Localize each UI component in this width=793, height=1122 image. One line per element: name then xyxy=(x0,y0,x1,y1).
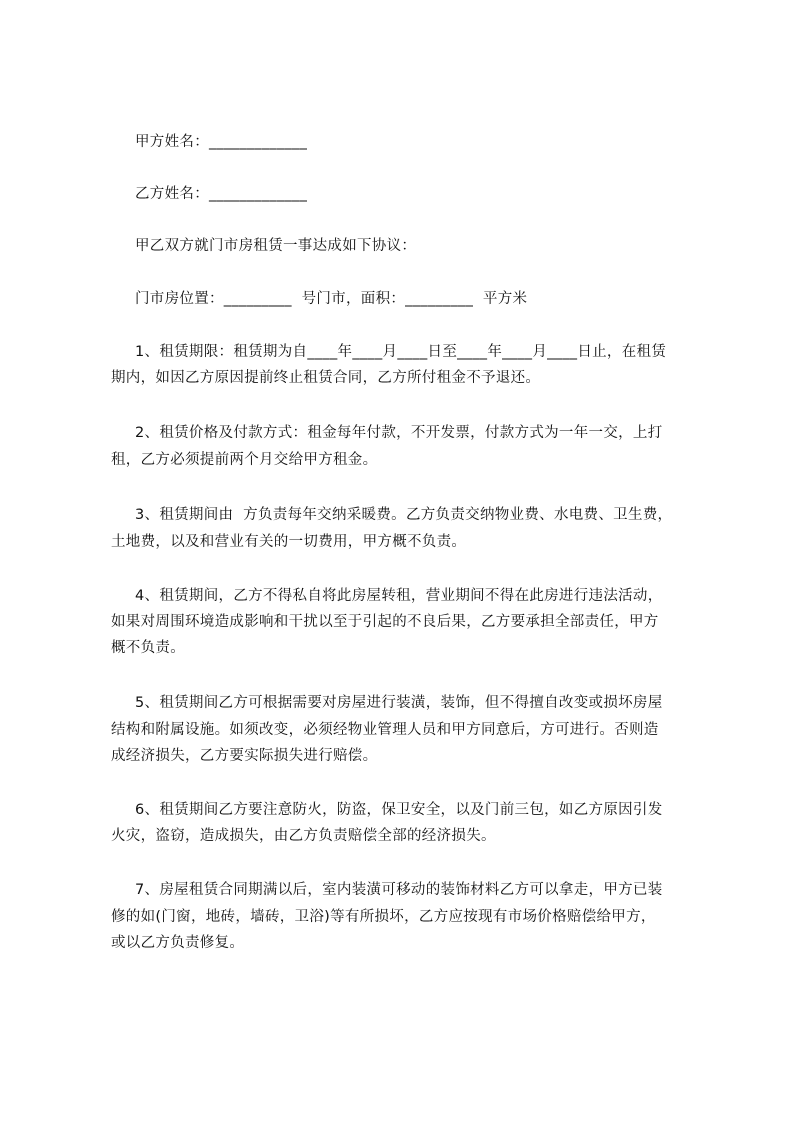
clause-line: 火灾，盗窃，造成损失，由乙方负责赔偿全部的经济损失。 xyxy=(111,828,496,844)
clause-line: 7、房屋租赁合同期满以后，室内装潢可移动的装饰材料乙方可以拿走，甲方已装 xyxy=(135,882,663,898)
clause-line: 3、租赁期间由 方负责每年交纳采暖费。乙方负责交纳物业费、水电费、卫生费， xyxy=(135,507,673,523)
clause-line: 结构和附属设施。如须改变，必须经物业管理人员和甲方同意后，方可进行。否则造 xyxy=(111,722,659,738)
clause-line: 租，乙方必须提前两个月交给甲方租金。 xyxy=(111,452,378,468)
clause-line: 成经济损失，乙方要实际损失进行赔偿。 xyxy=(111,748,378,764)
clause-line: 或以乙方负责修复。 xyxy=(111,935,245,951)
clause-line: 概不负责。 xyxy=(111,640,185,656)
party-b-name-field: 乙方姓名：_____________ xyxy=(135,186,308,202)
clause-line: 2、租赁价格及付款方式：租金每年付款，不开发票，付款方式为一年一交，上打 xyxy=(135,425,663,441)
clause-line: 5、租赁期间乙方可根据需要对房屋进行装潢，装饰，但不得擅自改变或损坏房屋 xyxy=(135,695,663,711)
party-a-name-field: 甲方姓名：_____________ xyxy=(135,134,308,150)
clause-line: 期内，如因乙方原因提前终止租赁合同，乙方所付租金不予退还。 xyxy=(111,370,541,386)
clause-line: 修的如(门窗，地砖，墙砖，卫浴)等有所损坏，乙方应按现有市场价格赔偿给甲方， xyxy=(111,909,656,925)
clause-line: 如果对周围环境造成影响和干扰以至于引起的不良后果，乙方要承担全部责任，甲方 xyxy=(111,614,659,630)
clause-line: 6、租赁期间乙方要注意防火，防盗，保卫安全，以及门前三包，如乙方原因引发 xyxy=(135,802,663,818)
clause-line: 1、租赁期限：租赁期为自____年____月____日至____年____月____日止，在租赁 xyxy=(135,344,667,360)
clause-line: 4、租赁期间，乙方不得私自将此房屋转租，营业期间不得在此房进行违法活动， xyxy=(135,588,663,604)
agreement-intro: 甲乙双方就门市房租赁一事达成如下协议： xyxy=(135,238,417,254)
shop-location-field: 门市房位置：_________ 号门市，面积：_________ 平方米 xyxy=(135,291,528,307)
clause-line: 土地费，以及和营业有关的一切费用，甲方概不负责。 xyxy=(111,534,467,550)
